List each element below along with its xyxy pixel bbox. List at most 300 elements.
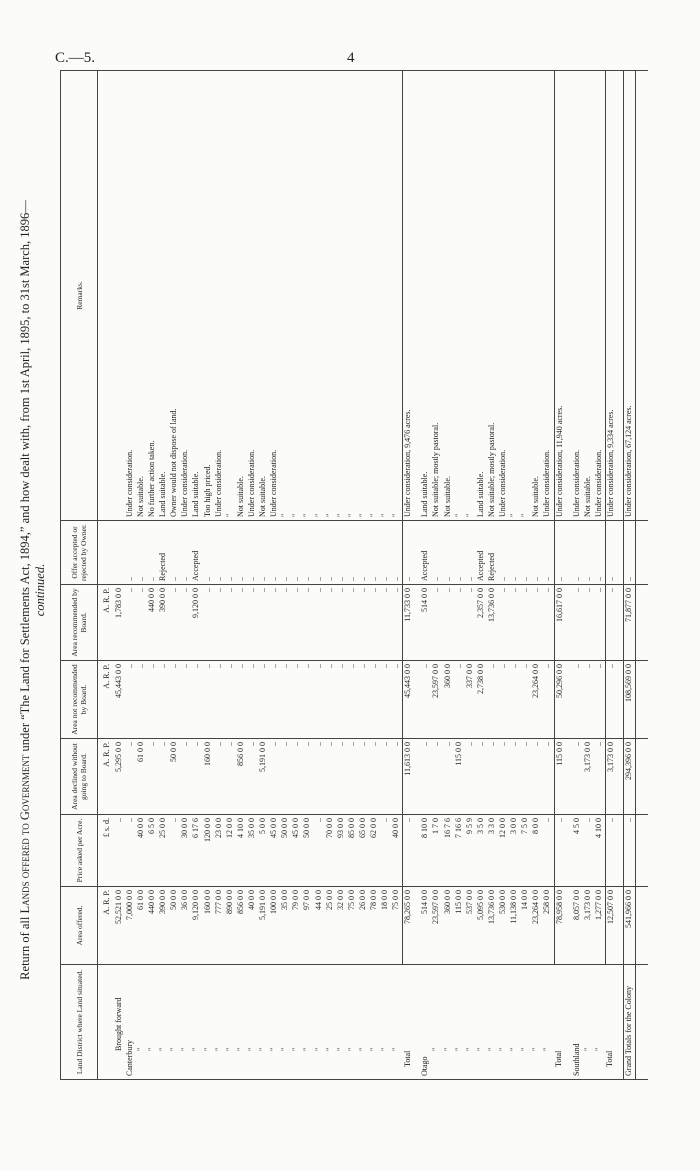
table-row [203,71,214,1080]
recommended-cell: 13,736 0 0 [487,585,498,661]
recommended-cell: .. [225,585,236,661]
district-cell: " [583,965,594,1080]
remarks-cell: " [314,71,325,521]
offer-cell: .. [214,521,225,585]
remarks-cell: Under consideration. [542,71,554,521]
table-body [98,71,649,1080]
area-offered-cell: 8,057 0 0 [572,887,583,965]
price-cell: 23 0 0 [214,815,225,887]
declined-cell: .. [380,739,391,815]
declined-cell: .. [214,739,225,815]
district-cell: " [302,965,313,1080]
declined-cell: .. [443,739,454,815]
remarks-cell: Under consideration, 67,124 acres. [623,71,635,521]
price-cell: .. [114,815,125,887]
price-cell: 12 0 0 [225,815,236,887]
declined-cell: .. [498,739,509,815]
area-offered-cell: 5,191 0 0 [258,887,269,965]
offer-cell: .. [236,521,247,585]
remarks-cell: Not suitable; mostly pastoral. [487,71,498,521]
offer-cell: .. [269,521,280,585]
area-offered-cell: 61 0 0 [136,887,147,965]
area-offered-cell: 79 0 0 [291,887,302,965]
district-cell: " [454,965,465,1080]
units-row [98,71,114,1080]
table-row [465,71,476,1080]
recommended-cell: .. [594,585,606,661]
area-offered-cell: 23,597 0 0 [431,887,442,965]
returns-table [60,70,648,1080]
district-cell: Total [605,965,617,1080]
title-caps: Lands offered to Government [18,754,32,914]
table-row [147,71,158,1080]
area-offered-cell: 7,000 0 0 [125,887,136,965]
offer-cell: .. [369,521,380,585]
recommended-cell: .. [509,585,520,661]
district-cell: " [380,965,391,1080]
declined-cell: 160 0 0 [203,739,214,815]
district-cell: " [225,965,236,1080]
remarks-cell: Land suitable. [191,71,202,521]
not-recommended-cell: .. [358,661,369,739]
remarks-cell: " [380,71,391,521]
price-cell: 25 0 0 [158,815,169,887]
declined-cell: 11,613 0 0 [403,739,415,815]
table-row [454,71,465,1080]
remarks-cell: Not suitable. [136,71,147,521]
offer-cell: .. [520,521,531,585]
rotated-table-block [18,70,678,1110]
not-recommended-cell: 360 0 0 [443,661,454,739]
recommended-cell: 1,783 0 0 [114,585,125,661]
declined-cell: 5,295 0 0 [114,739,125,815]
declined-cell: .. [509,739,520,815]
not-recommended-cell: 45,443 0 0 [114,661,125,739]
price-cell: 45 0 0 [291,815,302,887]
not-recommended-cell: .. [269,661,280,739]
declined-cell: .. [125,739,136,815]
price-cell: .. [542,815,554,887]
declined-cell: .. [314,739,325,815]
recommended-cell: .. [520,585,531,661]
declined-cell: 3,173 0 0 [605,739,617,815]
not-recommended-cell: 50,296 0 0 [554,661,566,739]
recommended-cell: .. [203,585,214,661]
district-cell: Southland [572,965,583,1080]
declined-cell: 5,191 0 0 [258,739,269,815]
price-cell: 5 0 0 [258,815,269,887]
price-cell: .. [403,815,415,887]
offer-cell: .. [247,521,258,585]
not-recommended-cell: .. [236,661,247,739]
recommended-cell: .. [280,585,291,661]
offer-cell: .. [203,521,214,585]
price-cell: 40 0 0 [391,815,403,887]
remarks-cell: " [280,71,291,521]
recommended-cell: .. [125,585,136,661]
offer-cell: .. [258,521,269,585]
declined-cell: .. [542,739,554,815]
district-cell: " [531,965,542,1080]
district-cell: " [158,965,169,1080]
declined-cell: 50 0 0 [169,739,180,815]
table-row [314,71,325,1080]
price-cell: 3 3 0 [487,815,498,887]
price-cell: 30 0 0 [180,815,191,887]
col-district: Land District where Land situated. [61,965,98,1080]
recommended-cell: .. [325,585,336,661]
col-area-offered: Area offered. [61,887,98,965]
recommended-cell: .. [572,585,583,661]
declined-cell: .. [347,739,358,815]
declined-cell: .. [225,739,236,815]
price-cell: .. [314,815,325,887]
offer-cell: .. [314,521,325,585]
district-cell: " [169,965,180,1080]
district-cell: " [314,965,325,1080]
recommended-cell: .. [236,585,247,661]
declined-cell: .. [302,739,313,815]
price-cell: .. [623,815,635,887]
remarks-cell: Under consideration. [572,71,583,521]
offer-cell: Accepted [476,521,487,585]
price-cell: 9 5 9 [465,815,476,887]
area-offered-cell: 32 0 0 [336,887,347,965]
table-row [431,71,442,1080]
remarks-cell: Under consideration. [498,71,509,521]
district-cell: " [280,965,291,1080]
table-row [225,71,236,1080]
district-cell: " [391,965,403,1080]
recommended-cell: .. [258,585,269,661]
price-cell: .. [169,815,180,887]
remarks-cell: Under consideration. [125,71,136,521]
district-cell: " [269,965,280,1080]
area-offered-cell: 541,966 0 0 [623,887,635,965]
declined-cell: 115 0 0 [454,739,465,815]
offer-cell: .. [391,521,403,585]
area-offered-cell: 5,095 0 0 [476,887,487,965]
remarks-cell: " [358,71,369,521]
unit-area: A. R. P. [98,739,114,815]
offer-cell [114,521,125,585]
col-not-recommended: Area not recommended by Board. [61,661,98,739]
district-cell: " [214,965,225,1080]
area-offered-cell: 50 0 0 [169,887,180,965]
recommended-cell: .. [542,585,554,661]
table-row [191,71,202,1080]
not-recommended-cell: .. [325,661,336,739]
recommended-cell: .. [391,585,403,661]
price-cell: 8 10 0 [420,815,431,887]
remarks-cell: Under consideration. [214,71,225,521]
price-cell: 70 0 0 [325,815,336,887]
area-offered-cell: 78 0 0 [369,887,380,965]
price-cell: 120 0 0 [203,815,214,887]
area-offered-cell: 530 0 0 [498,887,509,965]
price-cell: 16 7 6 [443,815,454,887]
table-row [136,71,147,1080]
offer-cell: Rejected [487,521,498,585]
offer-cell: .. [583,521,594,585]
remarks-cell: " [225,71,236,521]
district-cell: " [258,965,269,1080]
table-row [180,71,191,1080]
price-cell: 45 0 0 [269,815,280,887]
not-recommended-cell: .. [291,661,302,739]
district-cell: Otago [420,965,431,1080]
table-row [520,71,531,1080]
district-cell: " [476,965,487,1080]
remarks-cell: Land suitable. [420,71,431,521]
remarks-cell: Under consideration. [594,71,606,521]
title-rest: under “The Land for Settlements Act, 1894,” and how dealt with, from 1st April, 1895, to 31st March, 1896— [18,200,32,752]
area-offered-cell: 1,277 0 0 [594,887,606,965]
district-cell: " [443,965,454,1080]
area-offered-cell: 44 0 0 [314,887,325,965]
table-row [380,71,391,1080]
declined-cell: .. [269,739,280,815]
table-row [336,71,347,1080]
not-recommended-cell: .. [302,661,313,739]
not-recommended-cell: .. [336,661,347,739]
offer-cell: .. [291,521,302,585]
header-row [61,71,98,1080]
recommended-cell: .. [302,585,313,661]
district-cell: " [136,965,147,1080]
declined-cell: .. [594,739,606,815]
district-cell: Canterbury [125,965,136,1080]
table-subtitle: continued. [33,563,47,617]
price-cell: 4 10 0 [236,815,247,887]
offer-cell: .. [225,521,236,585]
area-offered-cell: 440 0 0 [147,887,158,965]
filler-row [636,71,648,1080]
remarks-cell: Under consideration. [180,71,191,521]
table-row [391,71,403,1080]
area-offered-cell: 160 0 0 [203,887,214,965]
district-cell: " [431,965,442,1080]
district-cell: " [291,965,302,1080]
remarks-cell: Too high priced. [203,71,214,521]
not-recommended-cell: 23,597 0 0 [431,661,442,739]
offer-cell: .. [347,521,358,585]
not-recommended-cell: .. [225,661,236,739]
area-offered-cell: 52,521 0 0 [114,887,125,965]
not-recommended-cell: .. [420,661,431,739]
declined-cell: .. [476,739,487,815]
area-offered-cell: 115 0 0 [454,887,465,965]
remarks-cell: Not suitable. [258,71,269,521]
remarks-cell: " [454,71,465,521]
remarks-cell: " [391,71,403,521]
area-offered-cell: 78,958 0 0 [554,887,566,965]
price-cell: 4 10 0 [594,815,606,887]
price-cell: 62 0 0 [369,815,380,887]
not-recommended-cell: .. [487,661,498,739]
area-offered-cell: 14 0 0 [520,887,531,965]
district-cell: " [191,965,202,1080]
table-row [347,71,358,1080]
recommended-cell: 71,877 0 0 [623,585,635,661]
remarks-cell: Owner would not dispose of land. [169,71,180,521]
recommended-cell: 390 0 0 [158,585,169,661]
area-offered-cell: 777 0 0 [214,887,225,965]
col-price: Price asked per Acre. [61,815,98,887]
declined-cell: .. [147,739,158,815]
offer-cell: .. [465,521,476,585]
declined-cell: .. [520,739,531,815]
district-cell: Grand Totals for the Colony [623,965,635,1080]
remarks-cell: " [336,71,347,521]
not-recommended-cell: .. [191,661,202,739]
district-cell: " [203,965,214,1080]
district-cell: Total [403,965,415,1080]
area-offered-cell: 258 0 0 [542,887,554,965]
table-row [572,71,583,1080]
not-recommended-cell: .. [454,661,465,739]
price-cell: 35 0 0 [247,815,258,887]
area-offered-cell: 9,120 0 0 [191,887,202,965]
offer-cell: Accepted [191,521,202,585]
district-cell: " [347,965,358,1080]
table-row [594,71,606,1080]
remarks-cell: " [369,71,380,521]
remarks-cell: " [325,71,336,521]
offer-cell: .. [554,521,566,585]
recommended-cell: .. [454,585,465,661]
declined-cell: 856 0 0 [236,739,247,815]
remarks-cell: Under consideration, 9,476 acres. [403,71,415,521]
table-row [531,71,542,1080]
remarks-cell: " [291,71,302,521]
price-cell: .. [554,815,566,887]
not-recommended-cell: .. [583,661,594,739]
recommended-cell: .. [583,585,594,661]
offer-cell: .. [336,521,347,585]
area-offered-cell: 36 0 0 [180,887,191,965]
price-cell: 3 0 0 [509,815,520,887]
total-row [403,71,415,1080]
area-offered-cell: 25 0 0 [325,887,336,965]
remarks-cell [114,71,125,521]
declined-cell: .. [358,739,369,815]
district-cell: " [594,965,606,1080]
not-recommended-cell: .. [169,661,180,739]
recommended-cell: .. [531,585,542,661]
declined-cell: .. [572,739,583,815]
declined-cell: .. [531,739,542,815]
recommended-cell: .. [336,585,347,661]
table-row [358,71,369,1080]
area-offered-cell: 97 0 0 [302,887,313,965]
document-code: C.—5. [55,50,96,66]
table-row [302,71,313,1080]
offer-cell: .. [380,521,391,585]
not-recommended-cell: .. [147,661,158,739]
recommended-cell: .. [369,585,380,661]
area-offered-cell: 390 0 0 [158,887,169,965]
not-recommended-cell: .. [258,661,269,739]
remarks-cell: Not suitable; mostly pastoral. [431,71,442,521]
total-row [605,71,617,1080]
table-row [125,71,136,1080]
table-row [158,71,169,1080]
not-recommended-cell: .. [125,661,136,739]
table-row [236,71,247,1080]
not-recommended-cell: .. [247,661,258,739]
table-row [420,71,431,1080]
offer-cell: .. [605,521,617,585]
area-offered-cell: 26 0 0 [358,887,369,965]
not-recommended-cell: .. [180,661,191,739]
district-cell: " [147,965,158,1080]
district-cell: " [509,965,520,1080]
declined-cell: .. [180,739,191,815]
recommended-cell: .. [136,585,147,661]
area-offered-cell: 514 0 0 [420,887,431,965]
recommended-cell: .. [180,585,191,661]
declined-cell: 294,396 0 0 [623,739,635,815]
table-row [542,71,554,1080]
recommended-cell: .. [291,585,302,661]
district-cell: " [487,965,498,1080]
recommended-cell: 9,120 0 0 [191,585,202,661]
remarks-cell: " [509,71,520,521]
table-row [114,71,125,1080]
price-cell: 7 5 0 [520,815,531,887]
table-row [509,71,520,1080]
table-row [443,71,454,1080]
price-cell: 8 0 0 [531,815,542,887]
area-offered-cell: 12,507 0 0 [605,887,617,965]
district-cell: Brought forward [114,965,125,1080]
price-cell: 7 16 6 [454,815,465,887]
declined-cell: 61 0 0 [136,739,147,815]
declined-cell: 3,173 0 0 [583,739,594,815]
area-offered-cell: 856 0 0 [236,887,247,965]
area-offered-cell: 23,264 0 0 [531,887,542,965]
table-row [258,71,269,1080]
col-offer: Offer accepted or rejected by Owner. [61,521,98,585]
recommended-cell: .. [247,585,258,661]
offer-cell: Accepted [420,521,431,585]
remarks-cell: " [465,71,476,521]
offer-cell: .. [125,521,136,585]
area-offered-cell: 78,265 0 0 [403,887,415,965]
district-cell: " [465,965,476,1080]
district-cell: " [336,965,347,1080]
offer-cell: .. [572,521,583,585]
declined-cell: .. [391,739,403,815]
offer-cell: .. [147,521,158,585]
remarks-cell: Under consideration, 9,334 acres. [605,71,617,521]
offer-cell: .. [136,521,147,585]
area-offered-cell: 890 0 0 [225,887,236,965]
declined-cell: 115 0 0 [554,739,566,815]
recommended-cell: .. [465,585,476,661]
declined-cell: .. [158,739,169,815]
table-row [487,71,498,1080]
remarks-cell: " [347,71,358,521]
area-offered-cell: 35 0 0 [280,887,291,965]
not-recommended-cell: .. [542,661,554,739]
table-row [247,71,258,1080]
not-recommended-cell: 23,264 0 0 [531,661,542,739]
recommended-cell: 514 0 0 [420,585,431,661]
remarks-cell: Under consideration. [269,71,280,521]
price-cell: 6 5 0 [147,815,158,887]
